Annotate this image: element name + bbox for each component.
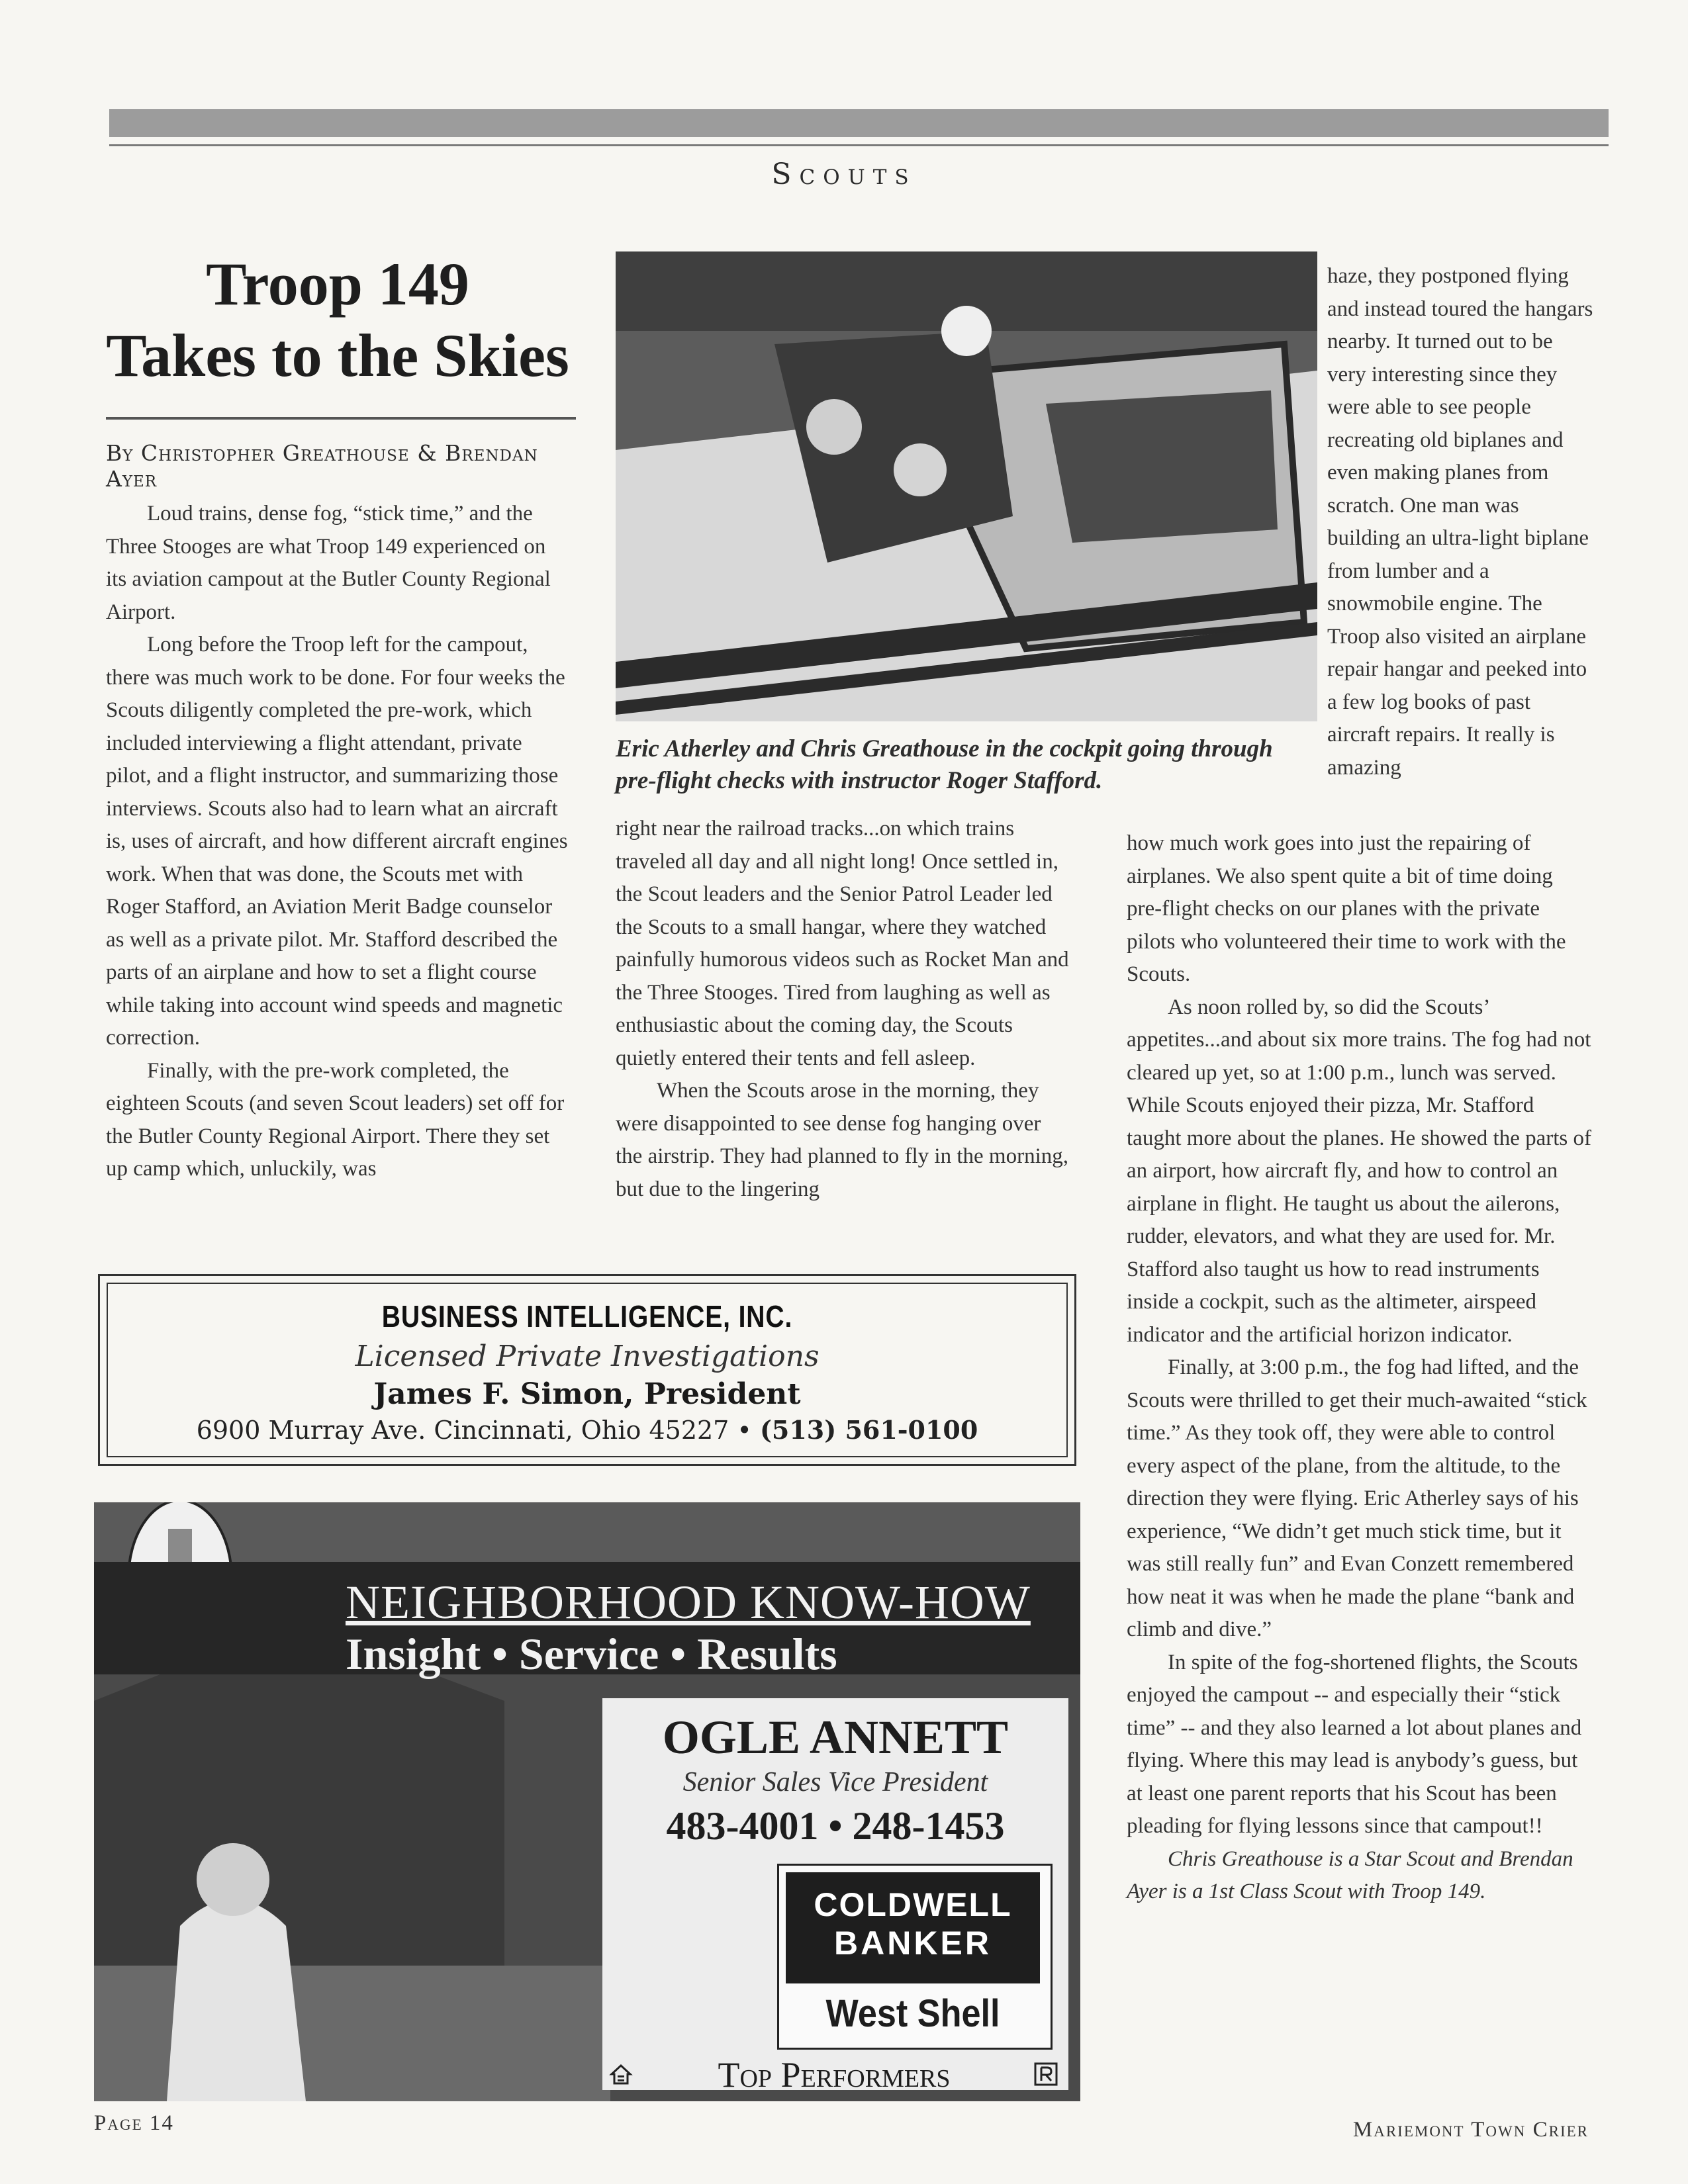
paragraph: haze, they postponed flying and instead toured the hangars nearby. It turned out to be very interesting since they were able to see people recreating old biplanes and even making planes from scratch. One man was building an ultra-light biplane from lumber and a snowmobile engine. The Troop also visited an airplane repair hangar and peeked into a few log books of past aircraft repairs. It really is amazing bbox=[1327, 264, 1593, 780]
real-estate-ad bbox=[94, 1502, 1080, 2101]
equal-housing-icon bbox=[609, 2062, 633, 2086]
paragraph: Finally, with the pre-work completed, the eighteen Scouts (and seven Scout leaders) set off for the Butler County Regional Airport. There they set up camp which, unluckily, was bbox=[106, 1058, 565, 1181]
agent-title: Senior Sales Vice President bbox=[682, 1767, 988, 1797]
agent-card bbox=[602, 1698, 1068, 2095]
publication-name: Mariemont Town Crier bbox=[1352, 2118, 1589, 2142]
paragraph: When the Scouts arose in the morning, they were disappointed to see dense fog hanging over the airstrip. They had planned to fly in the morning, but due to the lingering bbox=[616, 1079, 1068, 1201]
logo-line-2: BANKER bbox=[834, 1925, 992, 1962]
business-intelligence-ad bbox=[98, 1274, 1076, 1466]
paragraph: Finally, at 3:00 p.m., the fog had lifted, and the Scouts were thrilled to get their much-awaited “stick time.” As they took off, they were able to control every aspect of the plane, from the altitude, to the direction they were flying. Eric Atherley says of his experience, “We didn’t get much stick time, but it was still really fun” and Evan Conzett remembered how neat it was when he made the plane “bank and climb and dive.” bbox=[1127, 1355, 1587, 1641]
article-column-3-top bbox=[1327, 260, 1595, 784]
ad-person: James F. Simon, President bbox=[373, 1377, 801, 1411]
coldwell-banker-logo bbox=[777, 1864, 1053, 2050]
headline-rule bbox=[106, 417, 576, 420]
paragraph: In spite of the fog-shortened flights, the Scouts enjoyed the campout -- and especially their “stick time” -- and they also learned a lot about planes and flying. Where this may lead is anybody’s guess, but at least one parent reports that his Scout has been pleading for flying lessons since that campout!! bbox=[1127, 1650, 1582, 1838]
photo-caption: Eric Atherley and Chris Greathouse in the cockpit going through pre-flight checks with instructor Roger Stafford. bbox=[616, 735, 1273, 794]
headline-line-2: Takes to the Skies bbox=[106, 322, 569, 389]
article-column-2 bbox=[616, 813, 1072, 1206]
page-number: Page 14 bbox=[94, 2111, 174, 2135]
paragraph: As noon rolled by, so did the Scouts’ appetites...and about six more trains. The fog had not cleared up yet, so at 1:00 p.m., lunch was served. While Scouts enjoyed their pizza, Mr. Stafford taught more about the planes. He showed the parts of an airport, how aircraft fly, and how to control an airplane in flight. He taught us about the ailerons, rudder, elevators, and what they are used for. Mr. Stafford also taught us how to read instruments inside a cockpit, such as the altimeter, airspeed indicator and the artificial horizon indicator. bbox=[1127, 995, 1591, 1347]
ad-company-name: BUSINESS INTELLIGENCE, INC. bbox=[381, 1299, 793, 1334]
ad-address: 6900 Murray Ave. Cincinnati, Ohio 45227 • bbox=[196, 1416, 752, 1445]
logo-subtitle: West Shell bbox=[825, 1992, 1000, 2035]
logo-dark-panel bbox=[786, 1872, 1040, 1983]
ad-service: Licensed Private Investigations bbox=[355, 1340, 820, 1373]
ad-phone: (513) 561-0100 bbox=[759, 1415, 978, 1445]
ad-contact bbox=[108, 1415, 1066, 1445]
byline: By Christopher Greathouse & Brendan Ayer bbox=[106, 440, 538, 492]
ad-slogan: Top Performers bbox=[718, 2055, 951, 2095]
article-column-3 bbox=[1127, 827, 1593, 1909]
headline-line-1: Troop 149 bbox=[206, 250, 469, 318]
paragraph: how much work goes into just the repairing of airplanes. We also spent quite a bit of time doing pre-flight checks on our planes with the private pilots who volunteered their time to work with the Scouts. bbox=[1127, 831, 1566, 986]
paragraph: Long before the Troop left for the campout, there was much work to be done. For four weeks the Scouts diligently completed the pre-work, which included interviewing a flight attendant, private pilot, and a flight instructor, and summarizing those interviews. Scouts also had to learn what an aircraft is, uses of aircraft, and how different aircraft engines work. When that was done, the Scouts met with Roger Stafford, an Aviation Merit Badge counselor as well as a private pilot. Mr. Stafford described the parts of an airplane and how to set a flight course while taking into account wind speeds and magnetic correction. bbox=[106, 633, 568, 1050]
paragraph: right near the railroad tracks...on which trains traveled all day and all night long! Once settled in, the Scout leaders and the Senior Patrol Leader led the Scouts to a small hangar, where they watched painfully humorous videos such as Rocket Man and the Three Stooges. Tired from laughing as well as enthusiastic about the coming day, the Scouts quietly entered their tents and fell asleep. bbox=[616, 817, 1069, 1070]
ad-tagline: Insight • Service • Results bbox=[346, 1629, 837, 1679]
article-column-1 bbox=[106, 498, 571, 1186]
logo-line-1: COLDWELL bbox=[814, 1886, 1012, 1923]
article-headline bbox=[99, 248, 576, 391]
paragraph: Loud trains, dense fog, “stick time,” and the Three Stooges are what Troop 149 experienced on its aviation campout at the Butler County Regional Airport. bbox=[106, 502, 551, 624]
airplane-illustration bbox=[616, 251, 1317, 721]
realtor-icon bbox=[1034, 2062, 1058, 2086]
author-note: Chris Greathouse is a Star Scout and Brendan Ayer is a 1st Class Scout with Troop 149. bbox=[1127, 1846, 1573, 1903]
section-title: Scouts bbox=[771, 158, 917, 191]
header-rule bbox=[109, 144, 1609, 146]
header-bar bbox=[109, 109, 1609, 137]
ad-headline: NEIGHBORHOOD KNOW-HOW bbox=[346, 1576, 1031, 1629]
cockpit-photo bbox=[616, 251, 1317, 721]
agent-name: OGLE ANNETT bbox=[662, 1711, 1009, 1764]
agent-phones: 483-4001 • 248-1453 bbox=[666, 1804, 1005, 1848]
ad-inner-border bbox=[107, 1283, 1068, 1457]
